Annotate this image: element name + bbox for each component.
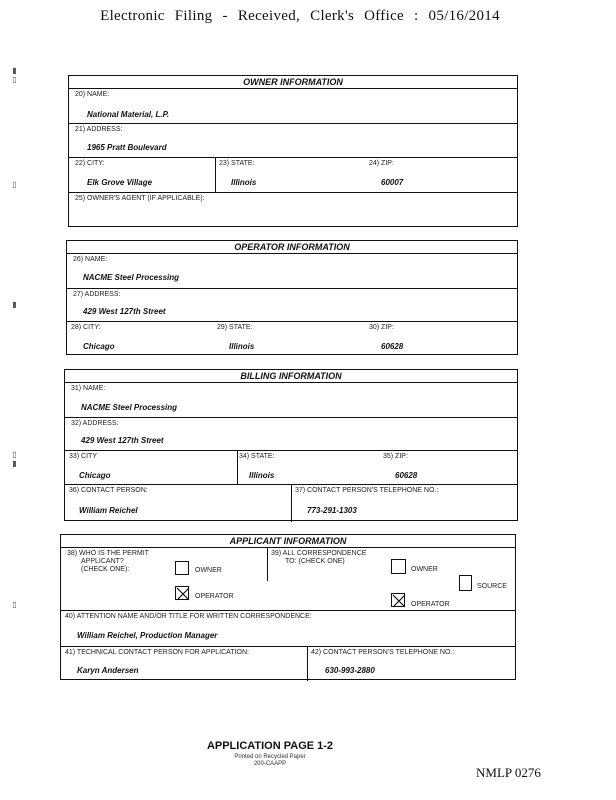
divider [69,192,517,193]
operator-address-value: 429 West 127th Street [83,307,166,316]
billing-contact-label: 36) CONTACT PERSON: [69,487,148,494]
divider [69,157,517,158]
operator-name-label: 26) NAME: [73,256,108,263]
margin-mark: ▯▮ [10,450,19,468]
owner-section [68,75,518,227]
owner-state-label: 23) STATE: [219,160,255,167]
owner-zip-label: 24) ZIP: [369,160,394,167]
bates-stamp: NMLP 0276 [476,765,541,780]
operator-state-label: 29) STATE: [217,324,253,331]
owner-state-value: Illinois [231,178,257,187]
margin-mark: ▯ [10,600,19,609]
divider [291,484,292,522]
billing-state-value: Illinois [249,471,275,480]
billing-zip-label: 35) ZIP: [383,453,408,460]
billing-phone-label: 37) CONTACT PERSON'S TELEPHONE NO.: [295,487,439,494]
divider [65,450,517,451]
owner-city-value: Elk Grove Village [87,178,153,187]
divider [307,646,308,681]
check-x-icon [176,587,190,601]
operator-section-title: OPERATOR INFORMATION [67,241,517,254]
margin-mark: ▮▯ [10,66,19,84]
billing-state-label: 34) STATE: [239,453,275,460]
owner-section-title: OWNER INFORMATION [69,76,517,89]
tech-phone-label: 42) CONTACT PERSON'S TELEPHONE NO.: [311,649,455,656]
tech-phone-value: 630-993-2880 [325,666,375,675]
correspondence-operator-checkbox[interactable] [391,593,405,607]
divider [61,610,515,611]
tech-contact-label: 41) TECHNICAL CONTACT PERSON FOR APPLICATION: [65,649,249,656]
tech-contact-value: Karyn Andersen [77,666,139,675]
correspondence-source-option: SOURCE [477,583,507,590]
divider [69,123,517,124]
billing-city-label: 33) CITY [69,453,98,460]
billing-phone-value: 773-291-1303 [307,506,357,515]
correspondence-label: 39) ALL CORRESPONDENCE [271,550,367,557]
operator-name-value: NACME Steel Processing [83,273,180,282]
billing-name-value: NACME Steel Processing [81,403,178,412]
billing-section [64,369,518,521]
correspondence-owner-option: OWNER [411,566,438,573]
operator-zip-value: 60628 [381,342,404,351]
operator-zip-label: 30) ZIP: [369,324,394,331]
applicant-operator-checkbox[interactable] [175,586,189,600]
applicant-who-label-2: APPLICANT? [81,558,124,565]
divider [67,321,517,322]
billing-city-value: Chicago [79,471,111,480]
billing-zip-value: 60628 [395,471,418,480]
applicant-section-title: APPLICANT INFORMATION [61,535,515,548]
operator-address-label: 27) ADDRESS: [73,291,121,298]
applicant-owner-option: OWNER [195,567,222,574]
margin-mark: ▯ [10,180,19,189]
billing-section-title: BILLING INFORMATION [65,370,517,383]
operator-state-value: Illinois [229,342,255,351]
owner-zip-value: 60007 [381,178,404,187]
divider [215,157,216,192]
applicant-operator-option: OPERATOR [195,593,234,600]
owner-name-label: 20) NAME: [75,91,110,98]
footer-recycled-note: Printed on Recycled Paper [234,754,306,760]
divider [65,417,517,418]
page-title: APPLICATION PAGE 1-2 [206,740,334,752]
applicant-section [60,534,516,680]
owner-address-label: 21) ADDRESS: [75,126,123,133]
operator-city-label: 28) CITY: [71,324,101,331]
owner-agent-label: 25) OWNER'S AGENT (IF APPLICABLE): [75,195,205,202]
operator-city-value: Chicago [83,342,115,351]
correspondence-label-2: TO: (CHECK ONE) [285,558,345,565]
margin-mark: ▮ [10,300,19,309]
owner-address-value: 1965 Pratt Boulevard [87,143,167,152]
correspondence-owner-checkbox[interactable] [391,559,406,574]
divider [67,288,517,289]
divider [267,547,268,581]
operator-section [66,240,518,355]
correspondence-source-checkbox[interactable] [459,575,472,591]
footer-form-code: 200-CAAPP [253,761,287,767]
applicant-who-label: 38) WHO IS THE PERMIT [67,550,149,557]
billing-address-label: 32) ADDRESS: [71,420,119,427]
owner-name-value: National Material, L.P. [87,110,170,119]
attention-value: William Reichel, Production Manager [77,631,218,640]
owner-city-label: 22) CITY: [75,160,105,167]
filing-header: Electronic Filing - Received, Clerk's Office : 05/16/2014 [100,8,500,24]
divider [61,646,515,647]
billing-contact-value: William Reichel [79,506,138,515]
applicant-who-label-3: (CHECK ONE): [81,566,130,573]
check-x-icon [392,594,406,608]
divider [237,450,238,484]
billing-name-label: 31) NAME: [71,385,106,392]
billing-address-value: 429 West 127th Street [81,436,164,445]
applicant-owner-checkbox[interactable] [175,561,189,575]
attention-label: 40) ATTENTION NAME AND/OR TITLE FOR WRITTEN CORRESPONDENCE: [65,613,312,620]
correspondence-operator-option: OPERATOR [411,601,450,608]
